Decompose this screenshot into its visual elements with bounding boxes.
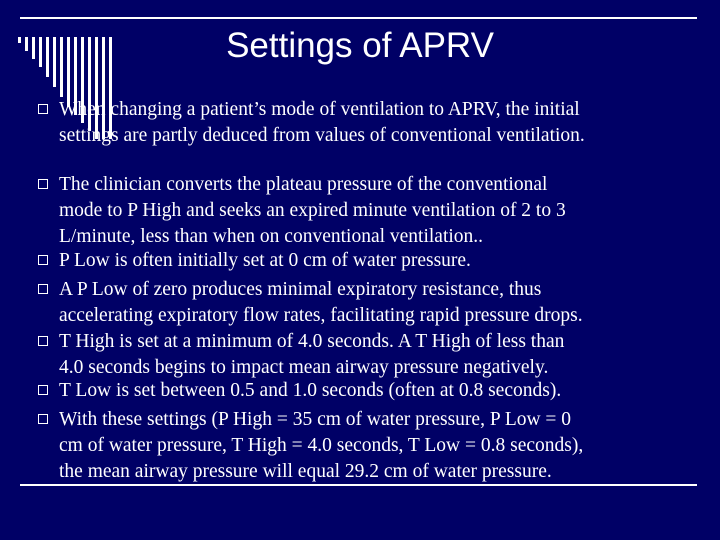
square-bullet-icon [38,284,48,294]
bullet-item [38,248,713,274]
bullet-line: P Low is often initially set at 0 cm of water pressure. [59,250,471,271]
bullet-line: When changing a patient’s mode of ventilation to APRV, the initial [59,99,580,120]
square-bullet-icon [38,336,48,346]
bullet-line: T Low is set between 0.5 and 1.0 seconds (often at 0.8 seconds). [59,380,562,401]
bottom-divider [20,484,697,486]
bullet-line: A P Low of zero produces minimal expiratory resistance, thus [59,279,542,300]
square-bullet-icon [38,414,48,424]
bullet-line: 4.0 seconds begins to impact mean airway pressure negatively. [59,357,549,378]
bullet-line: L/minute, less than when on conventional ventilation.. [59,226,484,247]
bullet-item [38,277,713,329]
bullet-line: T High is set at a minimum of 4.0 seconds. A T High of less than [59,331,565,352]
bullet-line: cm of water pressure, T High = 4.0 seconds, T Low = 0.8 seconds), [59,435,584,456]
bullet-item [38,172,713,250]
bullet-item [38,329,713,381]
square-bullet-icon [38,179,48,189]
slide-title: Settings of APRV [226,26,494,65]
square-bullet-icon [38,385,48,395]
bullet-item [38,97,713,149]
bullet-line: The clinician converts the plateau pressure of the conventional [59,174,548,195]
bullet-item [38,378,713,404]
square-bullet-icon [38,255,48,265]
square-bullet-icon [38,104,48,114]
bullet-line: mode to P High and seeks an expired minute ventilation of 2 to 3 [59,200,566,221]
bullet-item [38,407,713,485]
bullet-line: With these settings (P High = 35 cm of water pressure, P Low = 0 [59,409,572,430]
bullet-line: the mean airway pressure will equal 29.2 cm of water pressure. [59,461,552,482]
bullet-line: accelerating expiratory flow rates, facilitating rapid pressure drops. [59,305,583,326]
bullet-line: settings are partly deduced from values of conventional ventilation. [59,125,585,146]
